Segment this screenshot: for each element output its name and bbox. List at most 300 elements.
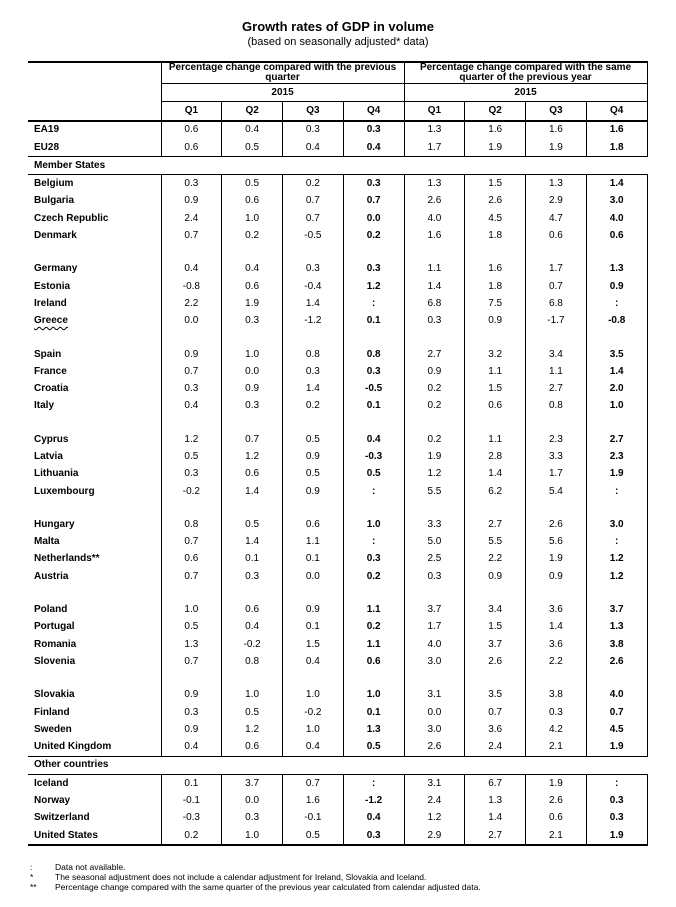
spacer-cell — [283, 245, 344, 261]
value-cell: 0.1 — [161, 775, 222, 793]
value-cell: : — [586, 483, 647, 500]
value-cell: 3.4 — [465, 601, 526, 618]
value-cell: 0.0 — [343, 210, 404, 227]
table-row — [28, 278, 647, 295]
value-cell: 0.3 — [343, 363, 404, 380]
value-cell: : — [586, 775, 647, 793]
value-cell: 1.4 — [526, 619, 587, 636]
value-cell: 1.1 — [404, 261, 465, 278]
spacer-cell — [28, 245, 161, 261]
country-label: Romania — [34, 638, 77, 650]
value-cell: 0.4 — [161, 739, 222, 757]
country-label: Spain — [34, 348, 62, 360]
value-cell: -1.2 — [283, 313, 344, 330]
value-cell: 0.3 — [283, 121, 344, 139]
value-cell: 0.3 — [283, 363, 344, 380]
country-name — [28, 121, 161, 139]
country-name — [28, 516, 161, 533]
country-name — [28, 139, 161, 157]
value-cell: 0.2 — [283, 175, 344, 193]
spacer-cell — [28, 585, 161, 601]
gdp-growth-table — [28, 61, 648, 846]
country-name — [28, 721, 161, 738]
value-cell: 0.8 — [161, 516, 222, 533]
country-name — [28, 431, 161, 448]
value-cell: 0.0 — [161, 313, 222, 330]
value-cell: 1.2 — [222, 721, 283, 738]
spacer-cell — [222, 245, 283, 261]
value-cell: : — [343, 534, 404, 551]
value-cell: 0.5 — [161, 448, 222, 465]
value-cell: 1.8 — [586, 139, 647, 157]
value-cell: 0.4 — [222, 121, 283, 139]
value-cell: 1.1 — [343, 601, 404, 618]
country-name — [28, 687, 161, 704]
value-cell: 0.9 — [161, 193, 222, 210]
spacer-row — [28, 415, 647, 431]
country-label: Portugal — [34, 621, 75, 633]
spacer-cell — [404, 245, 465, 261]
value-cell: 5.5 — [404, 483, 465, 500]
table-title: Growth rates of GDP in volume — [242, 19, 434, 34]
value-cell: 0.6 — [465, 398, 526, 415]
table-row — [28, 227, 647, 244]
value-cell: 1.5 — [465, 380, 526, 397]
value-cell: 2.9 — [404, 827, 465, 845]
value-cell: 2.4 — [404, 792, 465, 809]
header-previous-quarter: Percentage change compared with the previous quarter — [161, 62, 404, 84]
value-cell: 1.9 — [222, 295, 283, 312]
spacer-cell — [465, 585, 526, 601]
value-cell: 0.9 — [283, 448, 344, 465]
footnote-symbol: : — [30, 862, 33, 872]
value-cell: 2.0 — [586, 380, 647, 397]
value-cell: 0.4 — [161, 261, 222, 278]
table-row — [28, 827, 647, 845]
country-label: Hungary — [34, 518, 75, 530]
table-row — [28, 380, 647, 397]
value-cell: 1.4 — [586, 363, 647, 380]
country-name — [28, 398, 161, 415]
value-cell: -0.1 — [161, 792, 222, 809]
value-cell: 1.7 — [526, 261, 587, 278]
spacer-cell — [28, 415, 161, 431]
spacer-cell — [222, 500, 283, 516]
value-cell: 1.6 — [404, 227, 465, 244]
value-cell: 1.5 — [465, 619, 526, 636]
spacer-cell — [404, 415, 465, 431]
country-label: Denmark — [34, 230, 77, 242]
spacer-cell — [343, 415, 404, 431]
footnote — [30, 872, 426, 882]
table-row — [28, 687, 647, 704]
spacer-cell — [161, 585, 222, 601]
value-cell: -0.1 — [283, 810, 344, 827]
value-cell: 3.5 — [465, 687, 526, 704]
value-cell: 2.7 — [586, 431, 647, 448]
country-label: Iceland — [34, 777, 69, 789]
value-cell: 0.6 — [526, 227, 587, 244]
table-row — [28, 721, 647, 738]
country-name — [28, 792, 161, 809]
table-header — [28, 62, 647, 121]
value-cell: 1.7 — [404, 139, 465, 157]
value-cell: 2.6 — [526, 792, 587, 809]
header-q3: Q3 — [283, 102, 344, 121]
value-cell: 2.5 — [404, 551, 465, 568]
value-cell: 0.3 — [586, 792, 647, 809]
value-cell: 1.4 — [404, 278, 465, 295]
value-cell: 0.0 — [404, 704, 465, 721]
value-cell: 1.9 — [586, 739, 647, 757]
value-cell: 0.9 — [283, 483, 344, 500]
value-cell: 3.7 — [404, 601, 465, 618]
value-cell: 0.5 — [222, 704, 283, 721]
section-row — [28, 756, 647, 774]
value-cell: 0.7 — [283, 775, 344, 793]
country-label: Austria — [34, 570, 69, 582]
value-cell: 6.7 — [465, 775, 526, 793]
table-row — [28, 601, 647, 618]
value-cell: 0.7 — [526, 278, 587, 295]
value-cell: 1.2 — [586, 551, 647, 568]
header-q4: Q4 — [586, 102, 647, 121]
table-row — [28, 775, 647, 793]
value-cell: -0.8 — [586, 313, 647, 330]
table-row — [28, 121, 647, 139]
value-cell: 3.1 — [404, 687, 465, 704]
country-label: Belgium — [34, 178, 74, 190]
country-name — [28, 175, 161, 193]
value-cell: 2.6 — [465, 193, 526, 210]
value-cell: : — [586, 534, 647, 551]
spacer-cell — [283, 415, 344, 431]
value-cell: 0.3 — [161, 466, 222, 483]
country-name — [28, 619, 161, 636]
country-name — [28, 278, 161, 295]
table-row — [28, 210, 647, 227]
value-cell: 0.7 — [283, 193, 344, 210]
table-row — [28, 810, 647, 827]
value-cell: 0.1 — [283, 551, 344, 568]
footnote-text: Data not available. — [55, 862, 126, 872]
spacer-cell — [343, 330, 404, 346]
spacer-cell — [283, 585, 344, 601]
value-cell: 0.9 — [161, 721, 222, 738]
footnote-text: The seasonal adjustment does not include a calendar adjustment for Ireland, Slovakia and Iceland. — [55, 872, 427, 882]
country-name — [28, 775, 161, 793]
value-cell: 2.6 — [404, 739, 465, 757]
value-cell: 5.0 — [404, 534, 465, 551]
spacer-cell — [586, 585, 647, 601]
table-row — [28, 551, 647, 568]
country-name — [28, 636, 161, 653]
value-cell: 2.8 — [465, 448, 526, 465]
country-label: Cyprus — [34, 433, 69, 445]
value-cell: : — [343, 295, 404, 312]
value-cell: 0.3 — [222, 313, 283, 330]
value-cell: 4.5 — [465, 210, 526, 227]
header-q2: Q2 — [465, 102, 526, 121]
spacer-cell — [404, 330, 465, 346]
spacer-cell — [343, 671, 404, 687]
country-name — [28, 568, 161, 585]
value-cell: 1.4 — [465, 466, 526, 483]
country-label: Malta — [34, 536, 60, 548]
country-label: Slovenia — [34, 655, 76, 667]
value-cell: 0.1 — [343, 313, 404, 330]
value-cell: 0.3 — [222, 810, 283, 827]
country-name — [28, 483, 161, 500]
value-cell: 1.2 — [222, 448, 283, 465]
header-q2: Q2 — [222, 102, 283, 121]
country-name — [28, 261, 161, 278]
table-row — [28, 139, 647, 157]
section-row — [28, 157, 647, 175]
value-cell: 3.3 — [404, 516, 465, 533]
value-cell: 0.2 — [404, 398, 465, 415]
value-cell: 0.6 — [343, 653, 404, 670]
value-cell: 1.0 — [586, 398, 647, 415]
value-cell: 2.3 — [586, 448, 647, 465]
spacer-cell — [586, 415, 647, 431]
value-cell: 0.1 — [283, 619, 344, 636]
spacer-cell — [28, 500, 161, 516]
country-name — [28, 551, 161, 568]
value-cell: 0.3 — [404, 313, 465, 330]
value-cell: 0.7 — [161, 227, 222, 244]
value-cell: 4.2 — [526, 721, 587, 738]
value-cell: 1.3 — [586, 619, 647, 636]
value-cell: -0.8 — [161, 278, 222, 295]
value-cell: 0.3 — [283, 261, 344, 278]
spacer-cell — [465, 415, 526, 431]
value-cell: -0.2 — [283, 704, 344, 721]
value-cell: 1.3 — [465, 792, 526, 809]
spacer-cell — [586, 671, 647, 687]
value-cell: 0.4 — [161, 398, 222, 415]
table-row — [28, 448, 647, 465]
value-cell: 0.9 — [161, 687, 222, 704]
value-cell: -0.5 — [283, 227, 344, 244]
spacer-cell — [465, 330, 526, 346]
value-cell: 0.7 — [222, 431, 283, 448]
value-cell: 2.7 — [465, 827, 526, 845]
spacer-cell — [586, 245, 647, 261]
value-cell: 0.1 — [343, 704, 404, 721]
spacer-cell — [526, 245, 587, 261]
value-cell: -0.5 — [343, 380, 404, 397]
value-cell: 1.3 — [404, 121, 465, 139]
spacer-cell — [404, 585, 465, 601]
country-label: Norway — [34, 795, 71, 807]
country-name — [28, 448, 161, 465]
header-corner-cell — [28, 62, 161, 121]
value-cell: 0.7 — [161, 568, 222, 585]
country-label: EU28 — [34, 141, 60, 153]
country-name — [28, 193, 161, 210]
header-q1: Q1 — [404, 102, 465, 121]
value-cell: 1.3 — [404, 175, 465, 193]
value-cell: 0.2 — [343, 568, 404, 585]
value-cell: 2.2 — [465, 551, 526, 568]
value-cell: 1.0 — [283, 687, 344, 704]
country-label: Czech Republic — [34, 212, 109, 224]
country-name — [28, 380, 161, 397]
spacer-cell — [343, 500, 404, 516]
header-same-quarter-previous-year: Percentage change compared with the same quarter of the previous year — [404, 62, 647, 84]
country-label: Finland — [34, 706, 70, 718]
value-cell: 0.6 — [283, 516, 344, 533]
country-name — [28, 534, 161, 551]
value-cell: 0.0 — [222, 792, 283, 809]
spacer-cell — [586, 330, 647, 346]
value-cell: 0.6 — [526, 810, 587, 827]
value-cell: 0.9 — [526, 568, 587, 585]
value-cell: 2.2 — [526, 653, 587, 670]
value-cell: 0.3 — [343, 261, 404, 278]
spacer-cell — [343, 245, 404, 261]
value-cell: 1.1 — [526, 363, 587, 380]
spacer-cell — [526, 585, 587, 601]
value-cell: 3.7 — [222, 775, 283, 793]
table-row — [28, 193, 647, 210]
country-label: Italy — [34, 400, 55, 412]
value-cell: 1.4 — [222, 483, 283, 500]
value-cell: 5.6 — [526, 534, 587, 551]
value-cell: 0.2 — [222, 227, 283, 244]
value-cell: 1.4 — [586, 175, 647, 193]
spacer-cell — [526, 500, 587, 516]
spacer-cell — [161, 415, 222, 431]
table-row — [28, 398, 647, 415]
spacer-cell — [283, 671, 344, 687]
spacer-cell — [465, 671, 526, 687]
spacer-cell — [343, 585, 404, 601]
value-cell: 0.3 — [222, 398, 283, 415]
value-cell: 4.5 — [586, 721, 647, 738]
value-cell: -0.3 — [343, 448, 404, 465]
country-label: Poland — [34, 604, 68, 616]
footnote-symbol: ** — [30, 882, 37, 892]
table-row — [28, 483, 647, 500]
value-cell: 1.3 — [586, 261, 647, 278]
table-row — [28, 175, 647, 193]
footnote-text: Percentage change compared with the same quarter of the previous year calculated from calendar adjusted data. — [55, 882, 481, 892]
spacer-cell — [222, 330, 283, 346]
value-cell: 3.2 — [465, 346, 526, 363]
value-cell: 3.0 — [586, 193, 647, 210]
value-cell: 0.8 — [526, 398, 587, 415]
country-name — [28, 704, 161, 721]
country-name — [28, 295, 161, 312]
value-cell: -0.2 — [161, 483, 222, 500]
value-cell: 0.2 — [404, 380, 465, 397]
value-cell: 0.6 — [161, 139, 222, 157]
value-cell: -0.4 — [283, 278, 344, 295]
table-subtitle: (based on seasonally adjusted* data) — [247, 36, 429, 48]
value-cell: 0.3 — [526, 704, 587, 721]
value-cell: 0.5 — [343, 466, 404, 483]
spacer-cell — [28, 671, 161, 687]
country-label: Sweden — [34, 723, 72, 735]
value-cell: 1.9 — [526, 139, 587, 157]
value-cell: 0.0 — [283, 568, 344, 585]
value-cell: 2.2 — [161, 295, 222, 312]
value-cell: 0.9 — [222, 380, 283, 397]
value-cell: 0.5 — [222, 516, 283, 533]
footnote — [30, 862, 125, 872]
value-cell: 0.5 — [222, 175, 283, 193]
value-cell: 1.5 — [465, 175, 526, 193]
value-cell: 1.8 — [465, 278, 526, 295]
table-row — [28, 516, 647, 533]
value-cell: 0.4 — [343, 431, 404, 448]
value-cell: 1.5 — [283, 636, 344, 653]
country-label: Switzerland — [34, 812, 90, 824]
spacer-cell — [222, 671, 283, 687]
value-cell: 0.6 — [222, 193, 283, 210]
value-cell: 3.8 — [526, 687, 587, 704]
value-cell: 0.6 — [161, 551, 222, 568]
country-name — [28, 466, 161, 483]
value-cell: 0.9 — [404, 363, 465, 380]
country-label: Netherlands** — [34, 553, 100, 565]
value-cell: : — [343, 775, 404, 793]
footnote-symbol: * — [30, 872, 34, 882]
spacer-row — [28, 330, 647, 346]
value-cell: 1.3 — [526, 175, 587, 193]
spacer-cell — [465, 500, 526, 516]
value-cell: : — [343, 483, 404, 500]
value-cell: 0.4 — [283, 139, 344, 157]
value-cell: 2.3 — [526, 431, 587, 448]
header-q3: Q3 — [526, 102, 587, 121]
country-name — [28, 227, 161, 244]
value-cell: 5.4 — [526, 483, 587, 500]
table-row — [28, 431, 647, 448]
value-cell: -0.3 — [161, 810, 222, 827]
value-cell: 1.6 — [526, 121, 587, 139]
value-cell: -1.2 — [343, 792, 404, 809]
value-cell: 0.2 — [404, 431, 465, 448]
value-cell: 2.6 — [526, 516, 587, 533]
header-year-left: 2015 — [161, 84, 404, 102]
value-cell: 0.6 — [222, 466, 283, 483]
value-cell: 0.2 — [343, 227, 404, 244]
footnote — [30, 882, 481, 892]
value-cell: 3.7 — [465, 636, 526, 653]
value-cell: 2.1 — [526, 827, 587, 845]
value-cell: 0.4 — [222, 619, 283, 636]
value-cell: 3.7 — [586, 601, 647, 618]
value-cell: 1.9 — [404, 448, 465, 465]
country-label: Croatia — [34, 383, 69, 395]
value-cell: 1.2 — [343, 278, 404, 295]
value-cell: 1.2 — [161, 431, 222, 448]
value-cell: 0.3 — [343, 175, 404, 193]
value-cell: 3.6 — [526, 601, 587, 618]
value-cell: 1.4 — [465, 810, 526, 827]
spacer-cell — [465, 245, 526, 261]
value-cell: 1.1 — [465, 431, 526, 448]
spacer-cell — [161, 671, 222, 687]
value-cell: 0.8 — [283, 346, 344, 363]
value-cell: 3.3 — [526, 448, 587, 465]
value-cell: 0.3 — [222, 568, 283, 585]
country-label: Lithuania — [34, 468, 79, 480]
table-row — [28, 739, 647, 757]
